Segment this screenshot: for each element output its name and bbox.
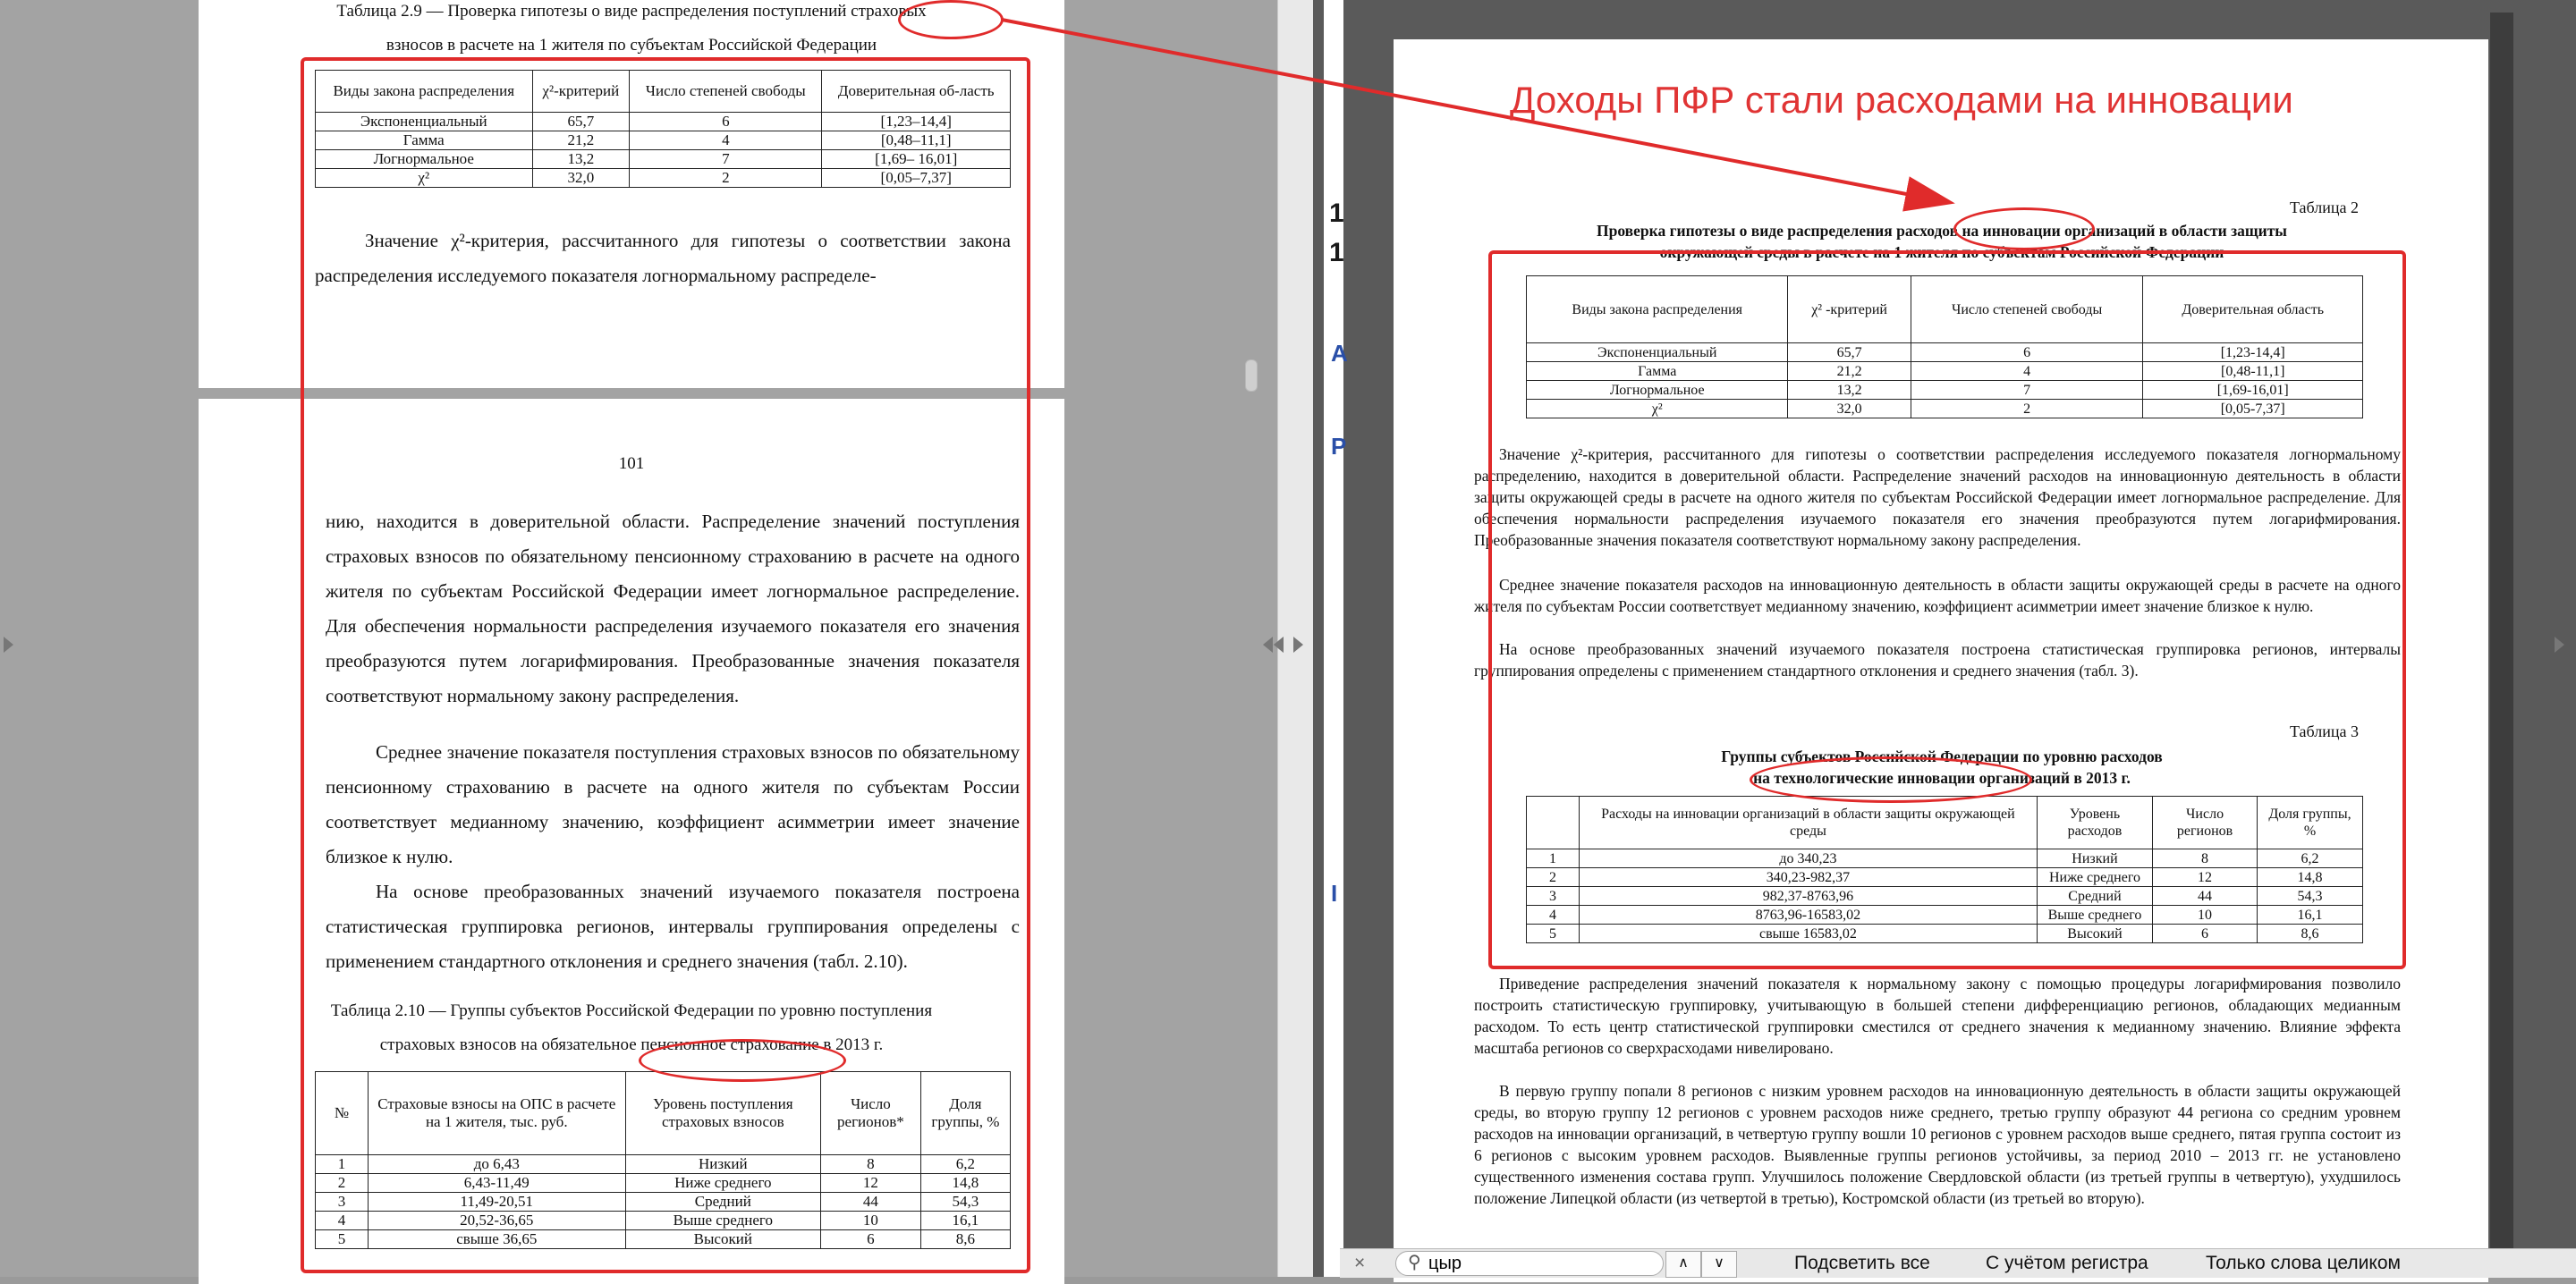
table-cell: 10: [2153, 906, 2258, 925]
table-cell: 6: [1911, 343, 2143, 362]
table-cell: Низкий: [2037, 849, 2152, 868]
table-cell: до 6,43: [369, 1155, 626, 1174]
table-cell: 20,52-36,65: [369, 1212, 626, 1230]
table-cell: [1,23-14,4]: [2143, 343, 2363, 362]
find-prev-button[interactable]: ∧: [1665, 1251, 1701, 1278]
table-cell: 8763,96-16583,02: [1580, 906, 2038, 925]
table-cell: Ниже среднего: [625, 1174, 821, 1193]
left-paragraph-1: Значение χ²-критерия, рассчитанного для гипотезы о соответствии закона распределения исследуемого показателя логнормальному распределе-: [315, 230, 1011, 286]
match-case-toggle[interactable]: С учётом регистра: [1986, 1253, 2148, 1273]
background-glyph: P: [1331, 433, 1347, 460]
table-cell: 12: [821, 1174, 921, 1193]
table-header-cell: Доля группы, %: [920, 1072, 1010, 1155]
table-2-10-caption-line-1: Таблица 2.10 — Группы субъектов Российской Федерации по уровню поступления: [330, 1001, 933, 1020]
table-cell: Средний: [625, 1193, 821, 1212]
table-cell: 4: [630, 131, 822, 150]
table-cell: 2: [1911, 400, 2143, 418]
table-cell: Высокий: [625, 1230, 821, 1249]
table-cell: Экспоненциальный: [1527, 343, 1788, 362]
left-paragraph-3: Среднее значение показателя поступления страховых взносов по обязательному пенсионному страхованию в расчете на одного жителя по субъектам России соответствует медианному значению, коэффициент асимметрии имеет значение близкое к нулю.: [326, 741, 1020, 867]
table-header-cell: Число степеней свободы: [630, 71, 822, 113]
annotation-text: Доходы ПФР стали расходами на инновации: [1510, 79, 2293, 121]
table-header-cell: Виды закона распределения: [1527, 276, 1788, 343]
table-cell: 8,6: [920, 1230, 1010, 1249]
table-cell: 4: [1527, 906, 1580, 925]
table-2-9-caption-line-1: Таблица 2.9 — Проверка гипотезы о виде распределения поступлений страховых: [336, 2, 927, 21]
table-header-cell: χ²-критерий: [532, 71, 630, 113]
table-cell: Гамма: [316, 131, 533, 150]
table-cell: до 340,23: [1580, 849, 2038, 868]
table-cell: [0,05-7,37]: [2143, 400, 2363, 418]
table-cell: 10: [821, 1212, 921, 1230]
table-3-caption-line-1: Группы субъектов Российской Федерации по уровню расходов: [1721, 748, 2163, 765]
table-cell: 16,1: [920, 1212, 1010, 1230]
close-findbar-icon[interactable]: ×: [1354, 1253, 1366, 1273]
table-cell: χ²: [1527, 400, 1788, 418]
table-cell: [1,23–14,4]: [822, 113, 1011, 131]
table-header-cell: №: [316, 1072, 369, 1155]
table-cell: Логнормальное: [316, 150, 533, 169]
table-cell: 54,3: [920, 1193, 1010, 1212]
table-cell: 6,2: [2257, 849, 2362, 868]
table-cell: 982,37-8763,96: [1580, 887, 2038, 906]
table-2-caption-line-1: Проверка гипотезы о виде распределения расходов на инновации организаций в области защиты: [1597, 222, 2287, 240]
table-cell: Выше среднего: [2037, 906, 2152, 925]
table-cell: 32,0: [532, 169, 630, 188]
table-cell: Логнормальное: [1527, 381, 1788, 400]
left-paragraph-2: нию, находится в доверительной области. Распределение значений поступления страховых взносов по обязательному пенсионному страхованию в расчете на одного жителя по субъектам Российской Федерации имеет логнормальное распределение. Для обеспечения нормальности распределения изучаемого показателя его значения преобразуются путем логарифмирования. Преобразованные значения показателя соответствуют нормальному закону распределения.: [326, 511, 1020, 706]
table-cell: 4: [316, 1212, 369, 1230]
table-cell: 12: [2153, 868, 2258, 887]
table-cell: 6,43-11,49: [369, 1174, 626, 1193]
table-3-caption-line-2: на технологические инновации организаций в 2013 г.: [1753, 769, 2131, 787]
table-cell: 54,3: [2257, 887, 2362, 906]
page-number: 101: [618, 454, 645, 473]
table-cell: 3: [316, 1193, 369, 1212]
search-icon: ⚲: [1408, 1253, 1421, 1272]
background-glyph: 1: [1329, 238, 1344, 267]
table-2-10-caption-line-2: страховых взносов на обязательное пенсионное страхование в 2013 г.: [379, 1035, 884, 1054]
table-cell: 13,2: [532, 150, 630, 169]
table-cell: 2: [630, 169, 822, 188]
right-paragraph-4: Приведение распределения значений показателя к нормальному закону с помощью процедуры логарифмирования позволило построить статистическую группировку, учитывающую в большей степени дифференциацию регионов, обладающих медианным расходом. То есть центр статистической группировки сместился от среднего значения к медианному значению. Влияние эффекта масштаба регионов со сверхрасходами нивелировано.: [1474, 975, 2401, 1057]
right-paragraph-3: На основе преобразованных значений изучаемого показателя построена статистическая группировка регионов, интервалы группирования определены с применением стандартного отклонения и среднего значения (табл. 3).: [1474, 640, 2401, 680]
table-cell: 65,7: [532, 113, 630, 131]
table-header-cell: Число степеней свободы: [1911, 276, 2143, 343]
table-header-cell: Виды закона распределения: [316, 71, 533, 113]
table-2-caption-line-2: окружающей среды в расчете на 1 жителя по субъектам Российской Федерации: [1659, 243, 2224, 261]
table-cell: Гамма: [1527, 362, 1788, 381]
table-cell: Экспоненциальный: [316, 113, 533, 131]
table-cell: [0,05–7,37]: [822, 169, 1011, 188]
table-cell: 14,8: [2257, 868, 2362, 887]
table-3-label: Таблица 3: [2290, 722, 2359, 740]
table-cell: 16,1: [2257, 906, 2362, 925]
table-cell: 5: [316, 1230, 369, 1249]
find-next-button[interactable]: ∨: [1701, 1251, 1737, 1278]
table-cell: Средний: [2037, 887, 2152, 906]
table-header-cell: Число регионов: [2153, 797, 2258, 849]
table-2-9-caption-line-2: взносов в расчете на 1 жителя по субъектам Российской Федерации: [386, 36, 877, 55]
table-cell: 44: [2153, 887, 2258, 906]
table-cell: 8: [821, 1155, 921, 1174]
background-glyph: I: [1331, 880, 1338, 907]
find-input[interactable]: [1395, 1251, 1664, 1276]
table-cell: Высокий: [2037, 925, 2152, 943]
table-cell: 8: [2153, 849, 2258, 868]
table-cell: 32,0: [1788, 400, 1911, 418]
table-cell: [1,69-16,01]: [2143, 381, 2363, 400]
table-cell: χ²: [316, 169, 533, 188]
table-cell: 65,7: [1788, 343, 1911, 362]
table-header-cell: Уровень расходов: [2037, 797, 2152, 849]
table-cell: 21,2: [532, 131, 630, 150]
table-cell: Низкий: [625, 1155, 821, 1174]
table-2-label: Таблица 2: [2290, 199, 2359, 216]
table-cell: 11,49-20,51: [369, 1193, 626, 1212]
table-cell: 1: [316, 1155, 369, 1174]
table-header-cell: Доверительная об-ласть: [822, 71, 1011, 113]
table-cell: свыше 16583,02: [1580, 925, 2038, 943]
table-cell: 6: [630, 113, 822, 131]
table-cell: 3: [1527, 887, 1580, 906]
background-glyph: 1: [1329, 199, 1344, 228]
right-paragraph-2: Среднее значение показателя расходов на инновационную деятельность в области защиты окружающей среды в расчете на одного жителя по субъектам России соответствует медианному значению, коэффициент асимметрии имеет значение близкое к нулю.: [1474, 576, 2401, 615]
background-glyph: A: [1331, 340, 1348, 367]
table-header-cell: Страховые взносы на ОПС в расчете на 1 жителя, тыс. руб.: [369, 1072, 626, 1155]
table-cell: 6: [2153, 925, 2258, 943]
whole-words-toggle[interactable]: Только слова целиком: [2206, 1253, 2401, 1273]
table-header-cell: Число регионов*: [821, 1072, 921, 1155]
table-cell: [1,69– 16,01]: [822, 150, 1011, 169]
table-cell: 21,2: [1788, 362, 1911, 381]
table-header-cell: Уровень поступления страховых взносов: [625, 1072, 821, 1155]
table-cell: 2: [316, 1174, 369, 1193]
table-cell: 4: [1911, 362, 2143, 381]
table-cell: 1: [1527, 849, 1580, 868]
table-header-cell: Доля группы, %: [2257, 797, 2362, 849]
table-cell: Выше среднего: [625, 1212, 821, 1230]
table-cell: [0,48–11,1]: [822, 131, 1011, 150]
table-cell: Ниже среднего: [2037, 868, 2152, 887]
table-cell: [0,48-11,1]: [2143, 362, 2363, 381]
table-cell: 8,6: [2257, 925, 2362, 943]
table-header-cell: Доверительная область: [2143, 276, 2363, 343]
table-cell: 340,23-982,37: [1580, 868, 2038, 887]
table-cell: свыше 36,65: [369, 1230, 626, 1249]
right-paragraph-1: Значение χ²-критерия, рассчитанного для гипотезы о соответствии распределения исследуемого показателя логнормальному распределению, находится в доверительной области. Распределение значений расходов на инновационную деятельность в области защиты окружающей среды в расчете на одного жителя по субъектам Российской Федерации имеет логнормальное распределение. Для обеспечения нормальности распределения изучаемого показателя его значения преобразуются путем логарифмирования. Преобразованные значения показателя соответствуют нормальному закону распределения.: [1474, 445, 2401, 549]
table-cell: 44: [821, 1193, 921, 1212]
table-header-cell: Расходы на инновации организаций в области защиты окружающей среды: [1580, 797, 2038, 849]
table-cell: 6: [821, 1230, 921, 1249]
find-toolbar: [1340, 1248, 2576, 1278]
right-paragraph-5: В первую группу попали 8 регионов с низким уровнем расходов на инновационную деятельность в области защиты окружающей среды, во вторую группу 12 регионов с уровнем расходов ниже среднего, третью группу образуют 44 региона со средним уровнем расходов на инновации организаций, в четвертую группу вошли 10 регионов с уровнем расходов выше среднего, пятая группа состоит из 6 регионов с высоким уровнем расходов. Выявленные группы регионов устойчивы, за период 2010 – 2013 гг. не установлено существенного изменения состава групп. Улучшилось положение Свердловской области (из третьей группы в четвертую), ухудшилось положение Липецкой области (из четвертой в третью), Костромской области (из третьей во вторую).: [1474, 1082, 2401, 1207]
table-cell: 5: [1527, 925, 1580, 943]
table-cell: 7: [630, 150, 822, 169]
table-cell: 7: [1911, 381, 2143, 400]
table-header-cell: χ² -критерий: [1788, 276, 1911, 343]
table-cell: 2: [1527, 868, 1580, 887]
table-cell: 14,8: [920, 1174, 1010, 1193]
table-cell: 6,2: [920, 1155, 1010, 1174]
left-paragraph-4: На основе преобразованных значений изучаемого показателя построена статистическая группировка регионов, интервалы группирования определены с применением стандартного отклонения и среднего значения (табл. 2.10).: [326, 881, 1020, 972]
highlight-all-toggle[interactable]: Подсветить все: [1794, 1253, 1930, 1273]
table-cell: 13,2: [1788, 381, 1911, 400]
